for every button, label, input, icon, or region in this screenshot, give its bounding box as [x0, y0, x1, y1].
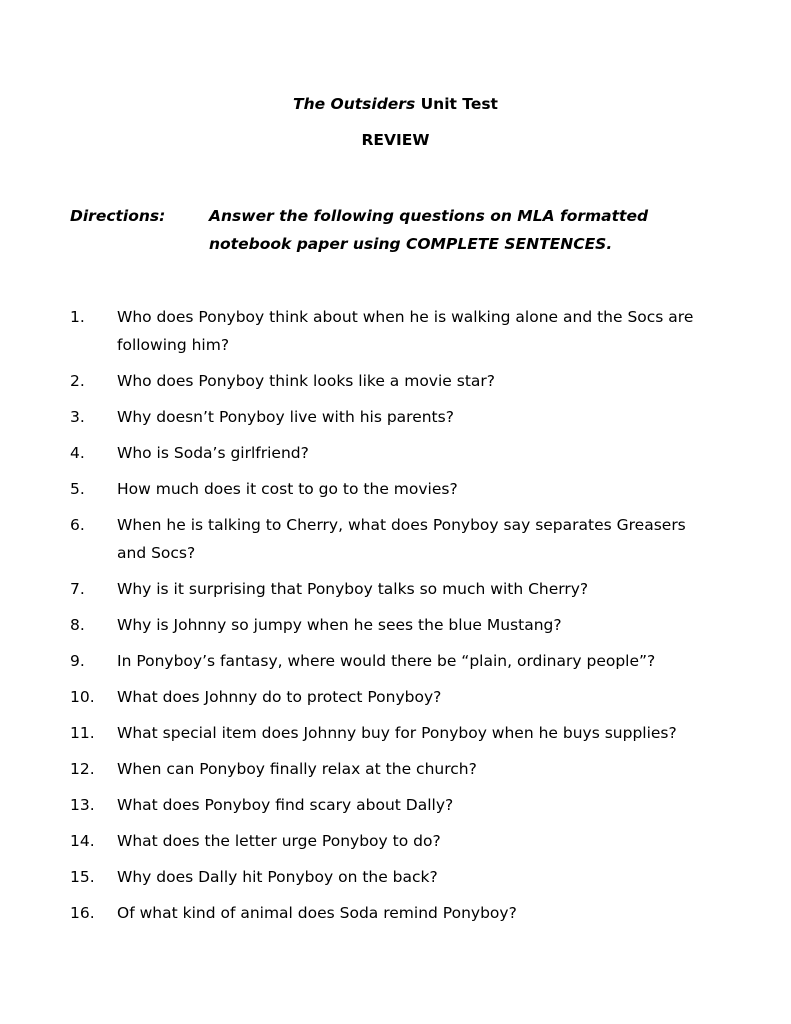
- question-item: [70, 575, 730, 603]
- question-item: [70, 827, 730, 855]
- question-number: 9.: [70, 652, 85, 670]
- question-number: 4.: [70, 444, 85, 462]
- question-text: Why does Dally hit Ponyboy on the back?: [117, 868, 438, 886]
- question-item: [70, 791, 730, 819]
- book-title: The Outsiders: [293, 95, 416, 113]
- page-subtitle: REVIEW: [361, 131, 430, 149]
- directions-label: Directions:: [70, 207, 166, 225]
- question-number: 15.: [70, 868, 95, 886]
- question-number: 7.: [70, 580, 85, 598]
- question-number: 16.: [70, 904, 95, 922]
- question-item: [70, 303, 730, 359]
- question-item: [70, 863, 730, 891]
- question-item: [70, 403, 730, 431]
- question-text: What special item does Johnny buy for Ponyboy when he buys supplies?: [117, 724, 677, 742]
- question-list: [70, 303, 730, 935]
- question-number: 6.: [70, 516, 85, 534]
- question-number: 2.: [70, 372, 85, 390]
- question-number: 5.: [70, 480, 85, 498]
- title-suffix: Unit Test: [415, 95, 498, 113]
- question-item: [70, 475, 730, 503]
- page-title: [0, 93, 791, 115]
- question-text: What does the letter urge Ponyboy to do?: [117, 832, 441, 850]
- question-text: In Ponyboy’s fantasy, where would there be “plain, ordinary people”?: [117, 652, 656, 670]
- question-text: What does Johnny do to protect Ponyboy?: [117, 688, 442, 706]
- question-item: [70, 367, 730, 395]
- question-number: 14.: [70, 832, 95, 850]
- directions-text: Answer the following questions on MLA formatted notebook paper using COMPLETE SENTENCES.: [209, 207, 649, 253]
- question-number: 1.: [70, 308, 85, 326]
- question-text: Who is Soda’s girlfriend?: [117, 444, 309, 462]
- question-text: Why doesn’t Ponyboy live with his parents?: [117, 408, 454, 426]
- question-text: When can Ponyboy finally relax at the church?: [117, 760, 477, 778]
- question-text: Who does Ponyboy think about when he is walking alone and the Socs are following him?: [117, 308, 694, 354]
- question-text: Why is Johnny so jumpy when he sees the blue Mustang?: [117, 616, 562, 634]
- question-item: [70, 511, 730, 567]
- question-text: When he is talking to Cherry, what does Ponyboy say separates Greasers and Socs?: [117, 516, 686, 562]
- question-item: [70, 899, 730, 927]
- question-text: What does Ponyboy find scary about Dally?: [117, 796, 454, 814]
- question-number: 13.: [70, 796, 95, 814]
- question-number: 3.: [70, 408, 85, 426]
- question-number: 10.: [70, 688, 95, 706]
- question-text: How much does it cost to go to the movies?: [117, 480, 458, 498]
- question-number: 11.: [70, 724, 95, 742]
- question-item: [70, 647, 730, 675]
- question-item: [70, 611, 730, 639]
- question-item: [70, 439, 730, 467]
- question-number: 8.: [70, 616, 85, 634]
- question-item: [70, 719, 730, 747]
- question-number: 12.: [70, 760, 95, 778]
- question-item: [70, 683, 730, 711]
- question-text: Why is it surprising that Ponyboy talks so much with Cherry?: [117, 580, 589, 598]
- question-text: Of what kind of animal does Soda remind Ponyboy?: [117, 904, 517, 922]
- question-text: Who does Ponyboy think looks like a movie star?: [117, 372, 496, 390]
- question-item: [70, 755, 730, 783]
